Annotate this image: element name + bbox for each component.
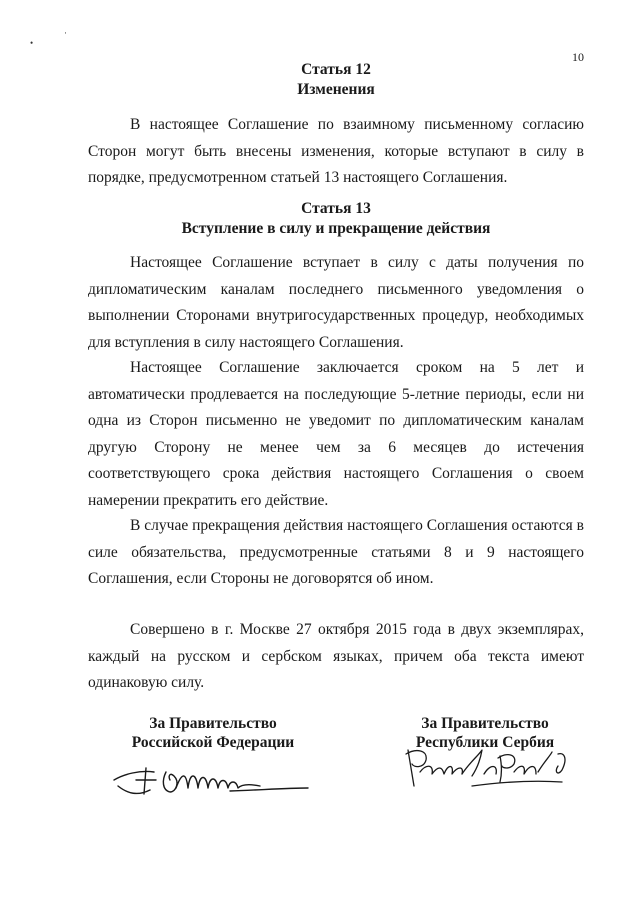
article-12-title: Статья 12 <box>301 61 371 78</box>
signature-label-line: За Правительство <box>149 715 277 732</box>
article-12-subtitle: Изменения <box>297 81 375 98</box>
article-12-text: В настоящее Соглашение по взаимному письменному согласию Сторон могут быть внесены изменения, которые вступают в силу в порядке, предусмотренном статьей 13 настоящего Соглашения. <box>88 116 584 186</box>
signature-label-line: Российской Федерации <box>131 734 295 751</box>
signature-russia <box>110 758 310 808</box>
article-13-title: Статья 13 <box>301 200 371 217</box>
page-number: 10 <box>572 50 584 64</box>
article-13-subtitle: Вступление в силу и прекращение действия <box>181 220 491 237</box>
signature-label-line: Республики Сербия <box>415 734 555 751</box>
closing-statement: Совершено в г. Москве 27 октября 2015 года в двух экземплярах, каждый на русском и сербском языках, причем оба текста имеют одинаковую силу. <box>88 621 584 691</box>
article-13-paragraph-1: Настоящее Соглашение вступает в силу с даты получения по дипломатическим каналам последнего письменного уведомления о выполнении Сторонами внутригосударственных процедур, необходимых для вступления в силу настоящего Соглашения. <box>88 254 584 351</box>
signature-block-russia <box>118 714 308 752</box>
scan-speck: · <box>64 28 67 38</box>
signature-serbia <box>402 742 582 796</box>
scan-speck: • <box>30 38 34 48</box>
article-13-paragraph-3: В случае прекращения действия настоящего Соглашения остаются в силе обязательства, предусмотренные статьями 8 и 9 настоящего Соглашения, если Стороны не договорятся об ином. <box>88 517 584 587</box>
article-13-paragraph-2: Настоящее Соглашение заключается сроком на 5 лет и автоматически продлевается на последующие 5-летние периоды, если ни одна из Сторон письменно не уведомит по дипломатическим каналам другую Сторону не менее чем за 6 месяцев до истечения соответствующего срока действия настоящего Соглашения о своем намерении прекратить его действие. <box>88 359 584 509</box>
signature-label-line: За Правительство <box>421 715 549 732</box>
